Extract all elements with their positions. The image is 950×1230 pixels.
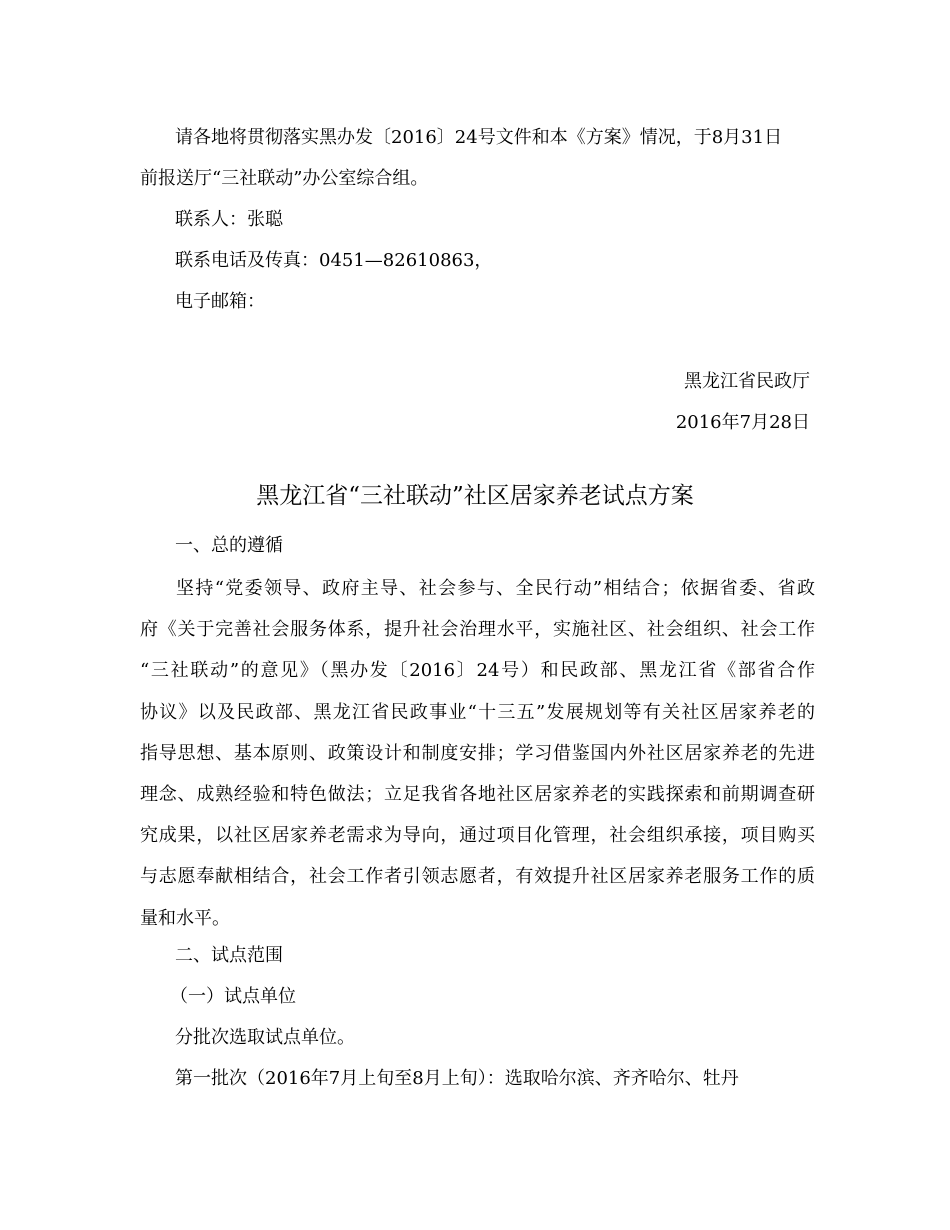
paragraph-line: 理念、成熟经验和特色做法；立足我省各地社区居家养老的实践探索和前期调查研 xyxy=(140,784,815,806)
document-title: 黑龙江省“三社联动”社区居家养老试点方案 xyxy=(256,483,694,509)
notice-line-1: 请各地将贯彻落实黑办发〔2016〕24号文件和本《方案》情况，于8月31日 xyxy=(175,127,783,148)
contact-email: 电子邮箱： xyxy=(175,291,265,312)
contact-person: 联系人：张聪 xyxy=(175,209,283,230)
section2-heading: 二、试点范围 xyxy=(175,945,283,966)
paragraph-line: 坚持“党委领导、政府主导、社会参与、全民行动”相结合；依据省委、省政 xyxy=(176,578,815,599)
section1-heading: 一、总的遵循 xyxy=(175,535,283,556)
paragraph-line: 究成果，以社区居家养老需求为导向，通过项目化管理，社会组织承接，项目购买 xyxy=(140,825,815,847)
paragraph-line: 府《关于完善社会服务体系，提升社会治理水平，实施社区、社会组织、社会工作 xyxy=(140,619,815,641)
section1-paragraph xyxy=(140,568,815,939)
paragraph-line: 量和水平。 xyxy=(140,907,230,929)
batch1-line: 第一批次（2016年7月上旬至8月上旬）：选取哈尔滨、齐齐哈尔、牡丹 xyxy=(175,1068,739,1089)
paragraph-line: “三社联动”的意见》（黑办发〔2016〕24号）和民政部、黑龙江省《部省合作 xyxy=(140,660,815,682)
notice-line-2: 前报送厅“三社联动”办公室综合组。 xyxy=(140,168,429,189)
batch-intro: 分批次选取试点单位。 xyxy=(175,1027,355,1048)
paragraph-line: 协议》以及民政部、黑龙江省民政事业“十三五”发展规划等有关社区居家养老的 xyxy=(140,701,815,723)
signature-date: 2016年7月28日 xyxy=(675,412,810,433)
paragraph-line: 指导思想、基本原则、政策设计和制度安排；学习借鉴国内外社区居家养老的先进 xyxy=(140,742,815,764)
paragraph-line: 与志愿奉献相结合，社会工作者引领志愿者，有效提升社区居家养老服务工作的质 xyxy=(140,866,815,888)
contact-phone: 联系电话及传真：0451—82610863， xyxy=(175,250,493,271)
section2-sub1: （一）试点单位 xyxy=(170,986,296,1007)
signature-org: 黑龙江省民政厅 xyxy=(684,371,810,392)
